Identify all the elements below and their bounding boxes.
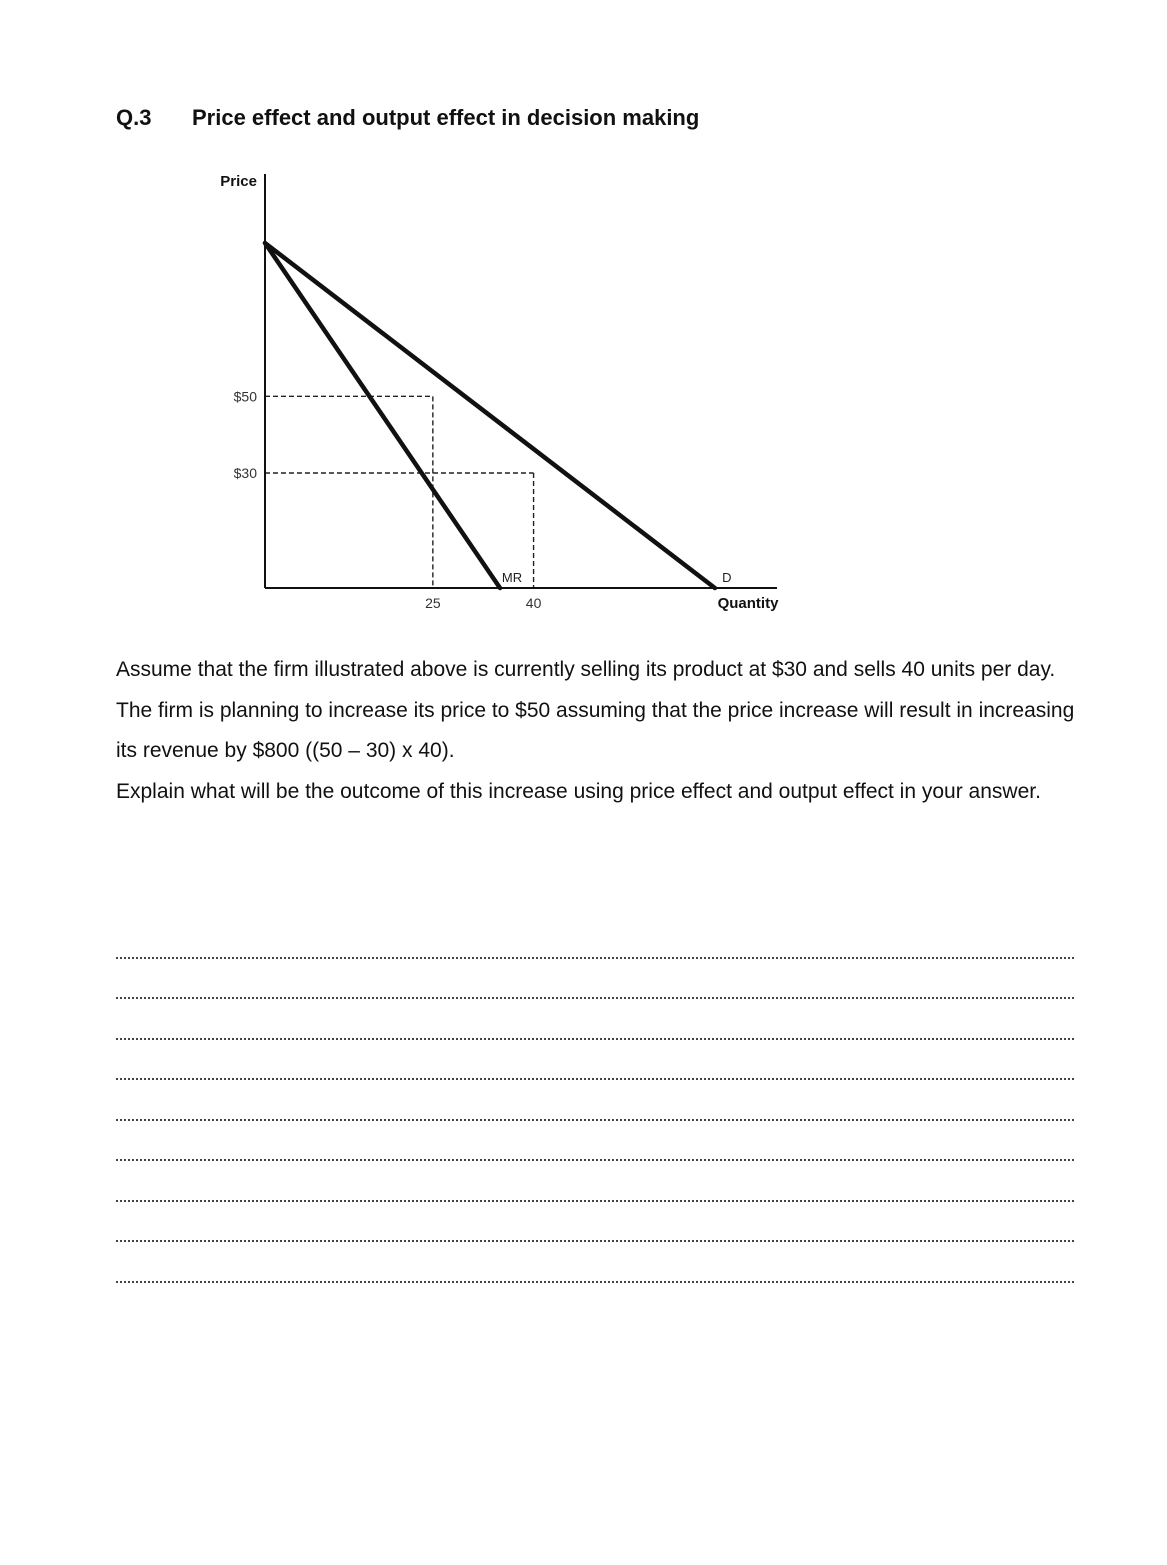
series-lines (265, 243, 715, 588)
y-tick-label: $30 (233, 465, 257, 481)
paragraph-instruction: Explain what will be the outcome of this increase using price effect and output effect in your answer. (116, 779, 1041, 803)
paragraph-scenario: Assume that the firm illustrated above is currently selling its product at $30 and sells 40 units per day. The firm is planning to increase its price to $50 assuming that the price increase will result in increasing its revenue by $800 ((50 – 30) x 40). (116, 658, 1075, 762)
y-tick-label: $50 (233, 388, 257, 405)
answer-line[interactable] (116, 1121, 1074, 1162)
answer-line[interactable] (116, 1202, 1074, 1243)
x-tick-label: 40 (525, 595, 542, 611)
answer-line[interactable] (116, 1161, 1074, 1202)
series-label-d: D (722, 570, 732, 585)
answer-line[interactable] (116, 1242, 1074, 1283)
question-number: Q.3 (116, 105, 152, 130)
x-tick-label: 25 (425, 595, 441, 611)
question-body (116, 650, 1076, 812)
series-line-mr (265, 243, 500, 588)
answer-line[interactable] (116, 1080, 1074, 1121)
answer-line[interactable] (116, 959, 1074, 1000)
y-axis-label: Price (220, 173, 257, 190)
answer-line[interactable] (116, 918, 1074, 959)
question-title: Price effect and output effect in decision making (192, 105, 700, 130)
answer-line[interactable] (116, 999, 1074, 1040)
price-quantity-chart (200, 160, 800, 620)
guide-lines (265, 396, 534, 588)
series-label-mr: MR (501, 570, 523, 585)
answer-line[interactable] (116, 1040, 1074, 1081)
answer-area[interactable] (116, 918, 1074, 1283)
series-line-d (265, 243, 715, 588)
x-axis-label: Quantity (717, 595, 779, 612)
